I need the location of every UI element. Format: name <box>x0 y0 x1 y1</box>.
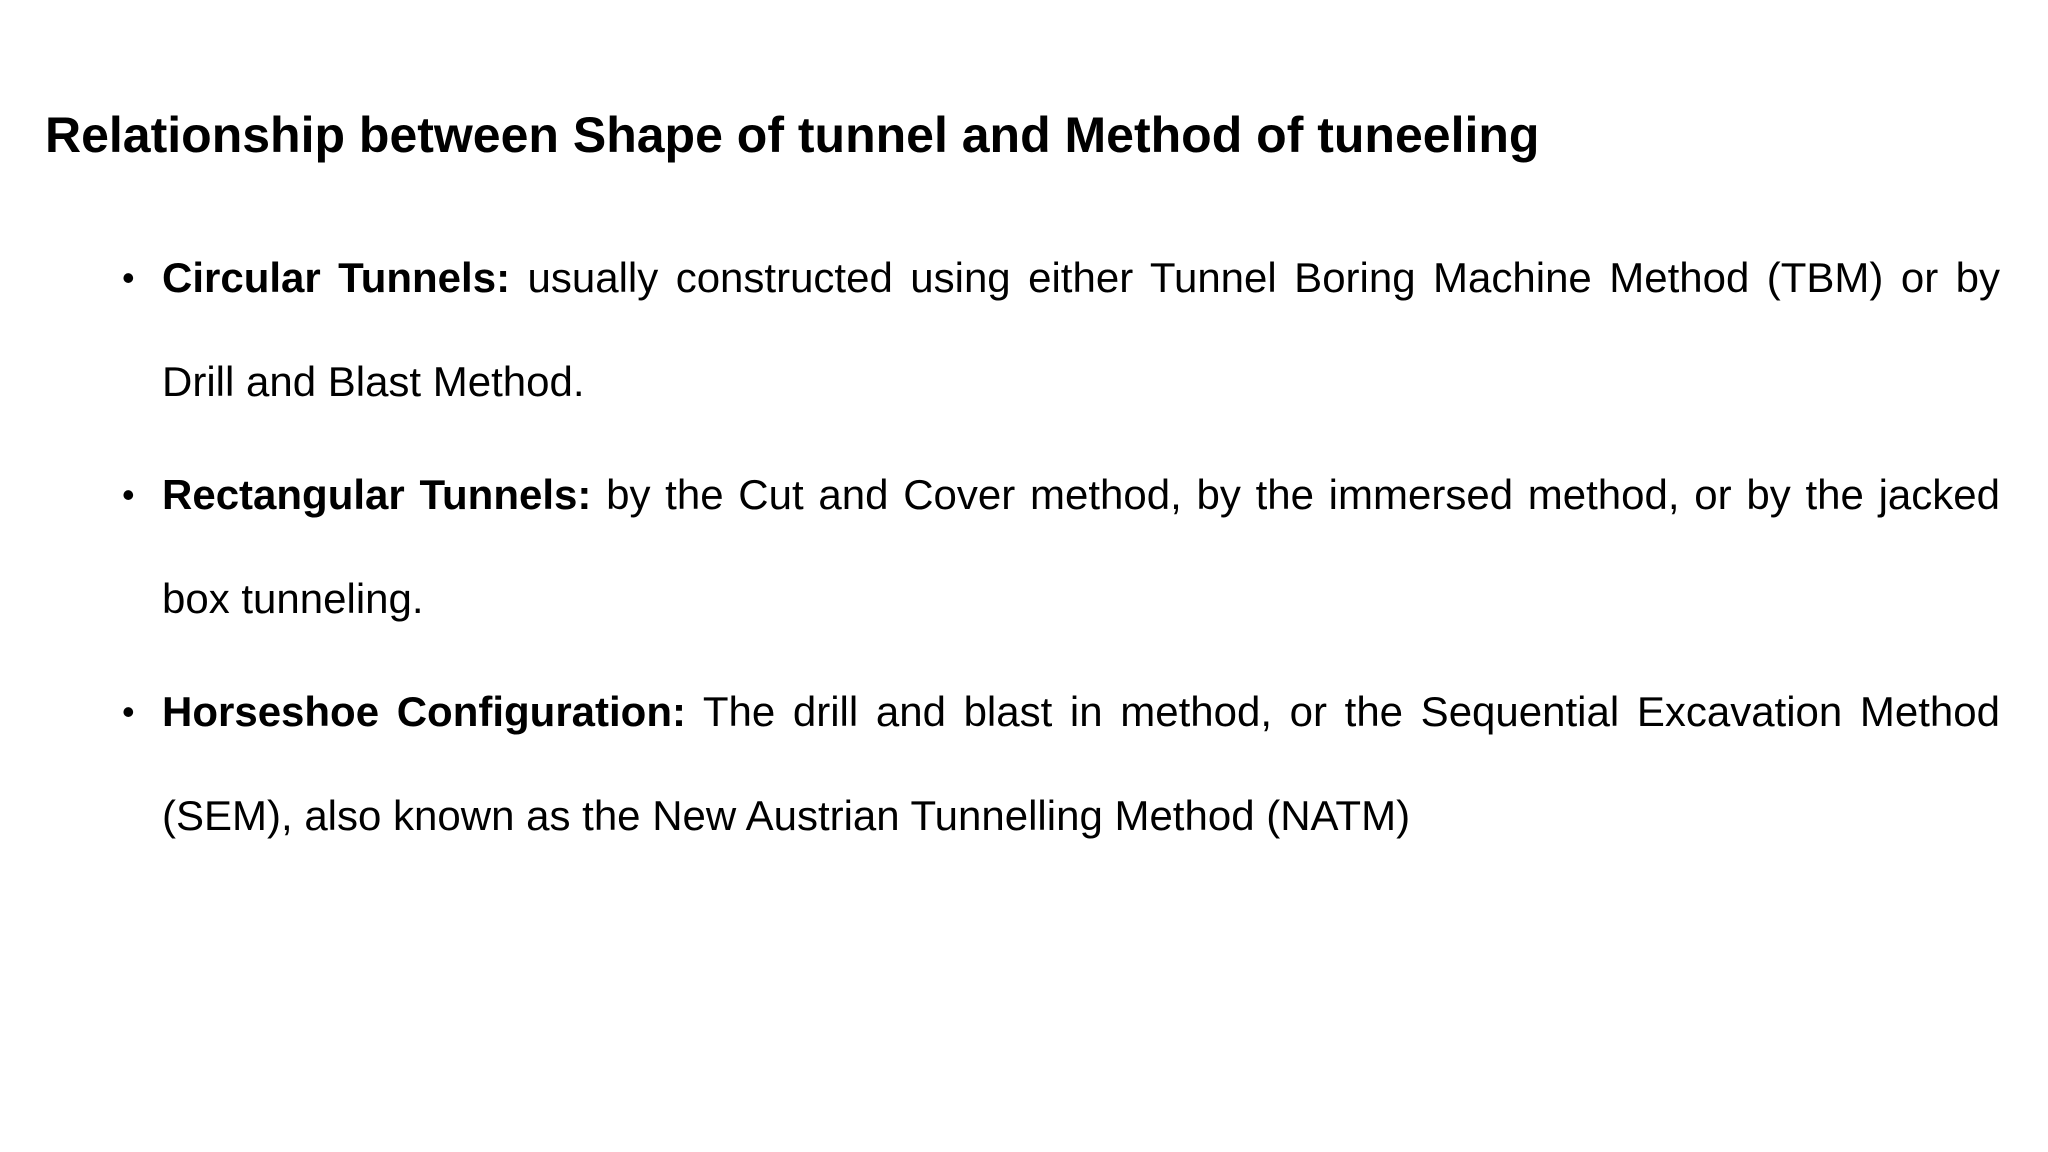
bullet-icon: • <box>122 474 135 515</box>
bullet-text <box>162 226 2000 434</box>
bullet-description: The drill and blast in method, or the Sequential Excavation Method (SEM), also known as the New Austrian Tunnelling Method (NATM) <box>162 688 2000 839</box>
bullet-term: Rectangular Tunnels: <box>162 471 592 518</box>
bullet-item-horseshoe-configuration <box>0 660 2048 868</box>
bullet-term: Circular Tunnels: <box>162 254 511 301</box>
bullet-description: usually constructed using either Tunnel Boring Machine Method (TBM) or by Drill and Blast Method. <box>162 254 2001 405</box>
bullet-list <box>0 226 2048 877</box>
bullet-term: Horseshoe Configuration: <box>162 688 686 735</box>
slide-title: Relationship between Shape of tunnel and Method of tuneeling <box>45 107 1540 163</box>
bullet-text <box>162 443 2000 651</box>
bullet-description: by the Cut and Cover method, by the immersed method, or by the jacked box tunneling. <box>162 471 2000 622</box>
bullet-icon: • <box>122 257 135 298</box>
bullet-text <box>162 660 2000 868</box>
bullet-icon: • <box>122 691 135 732</box>
bullet-item-rectangular-tunnels <box>0 443 2048 651</box>
bullet-item-circular-tunnels <box>0 226 2048 434</box>
